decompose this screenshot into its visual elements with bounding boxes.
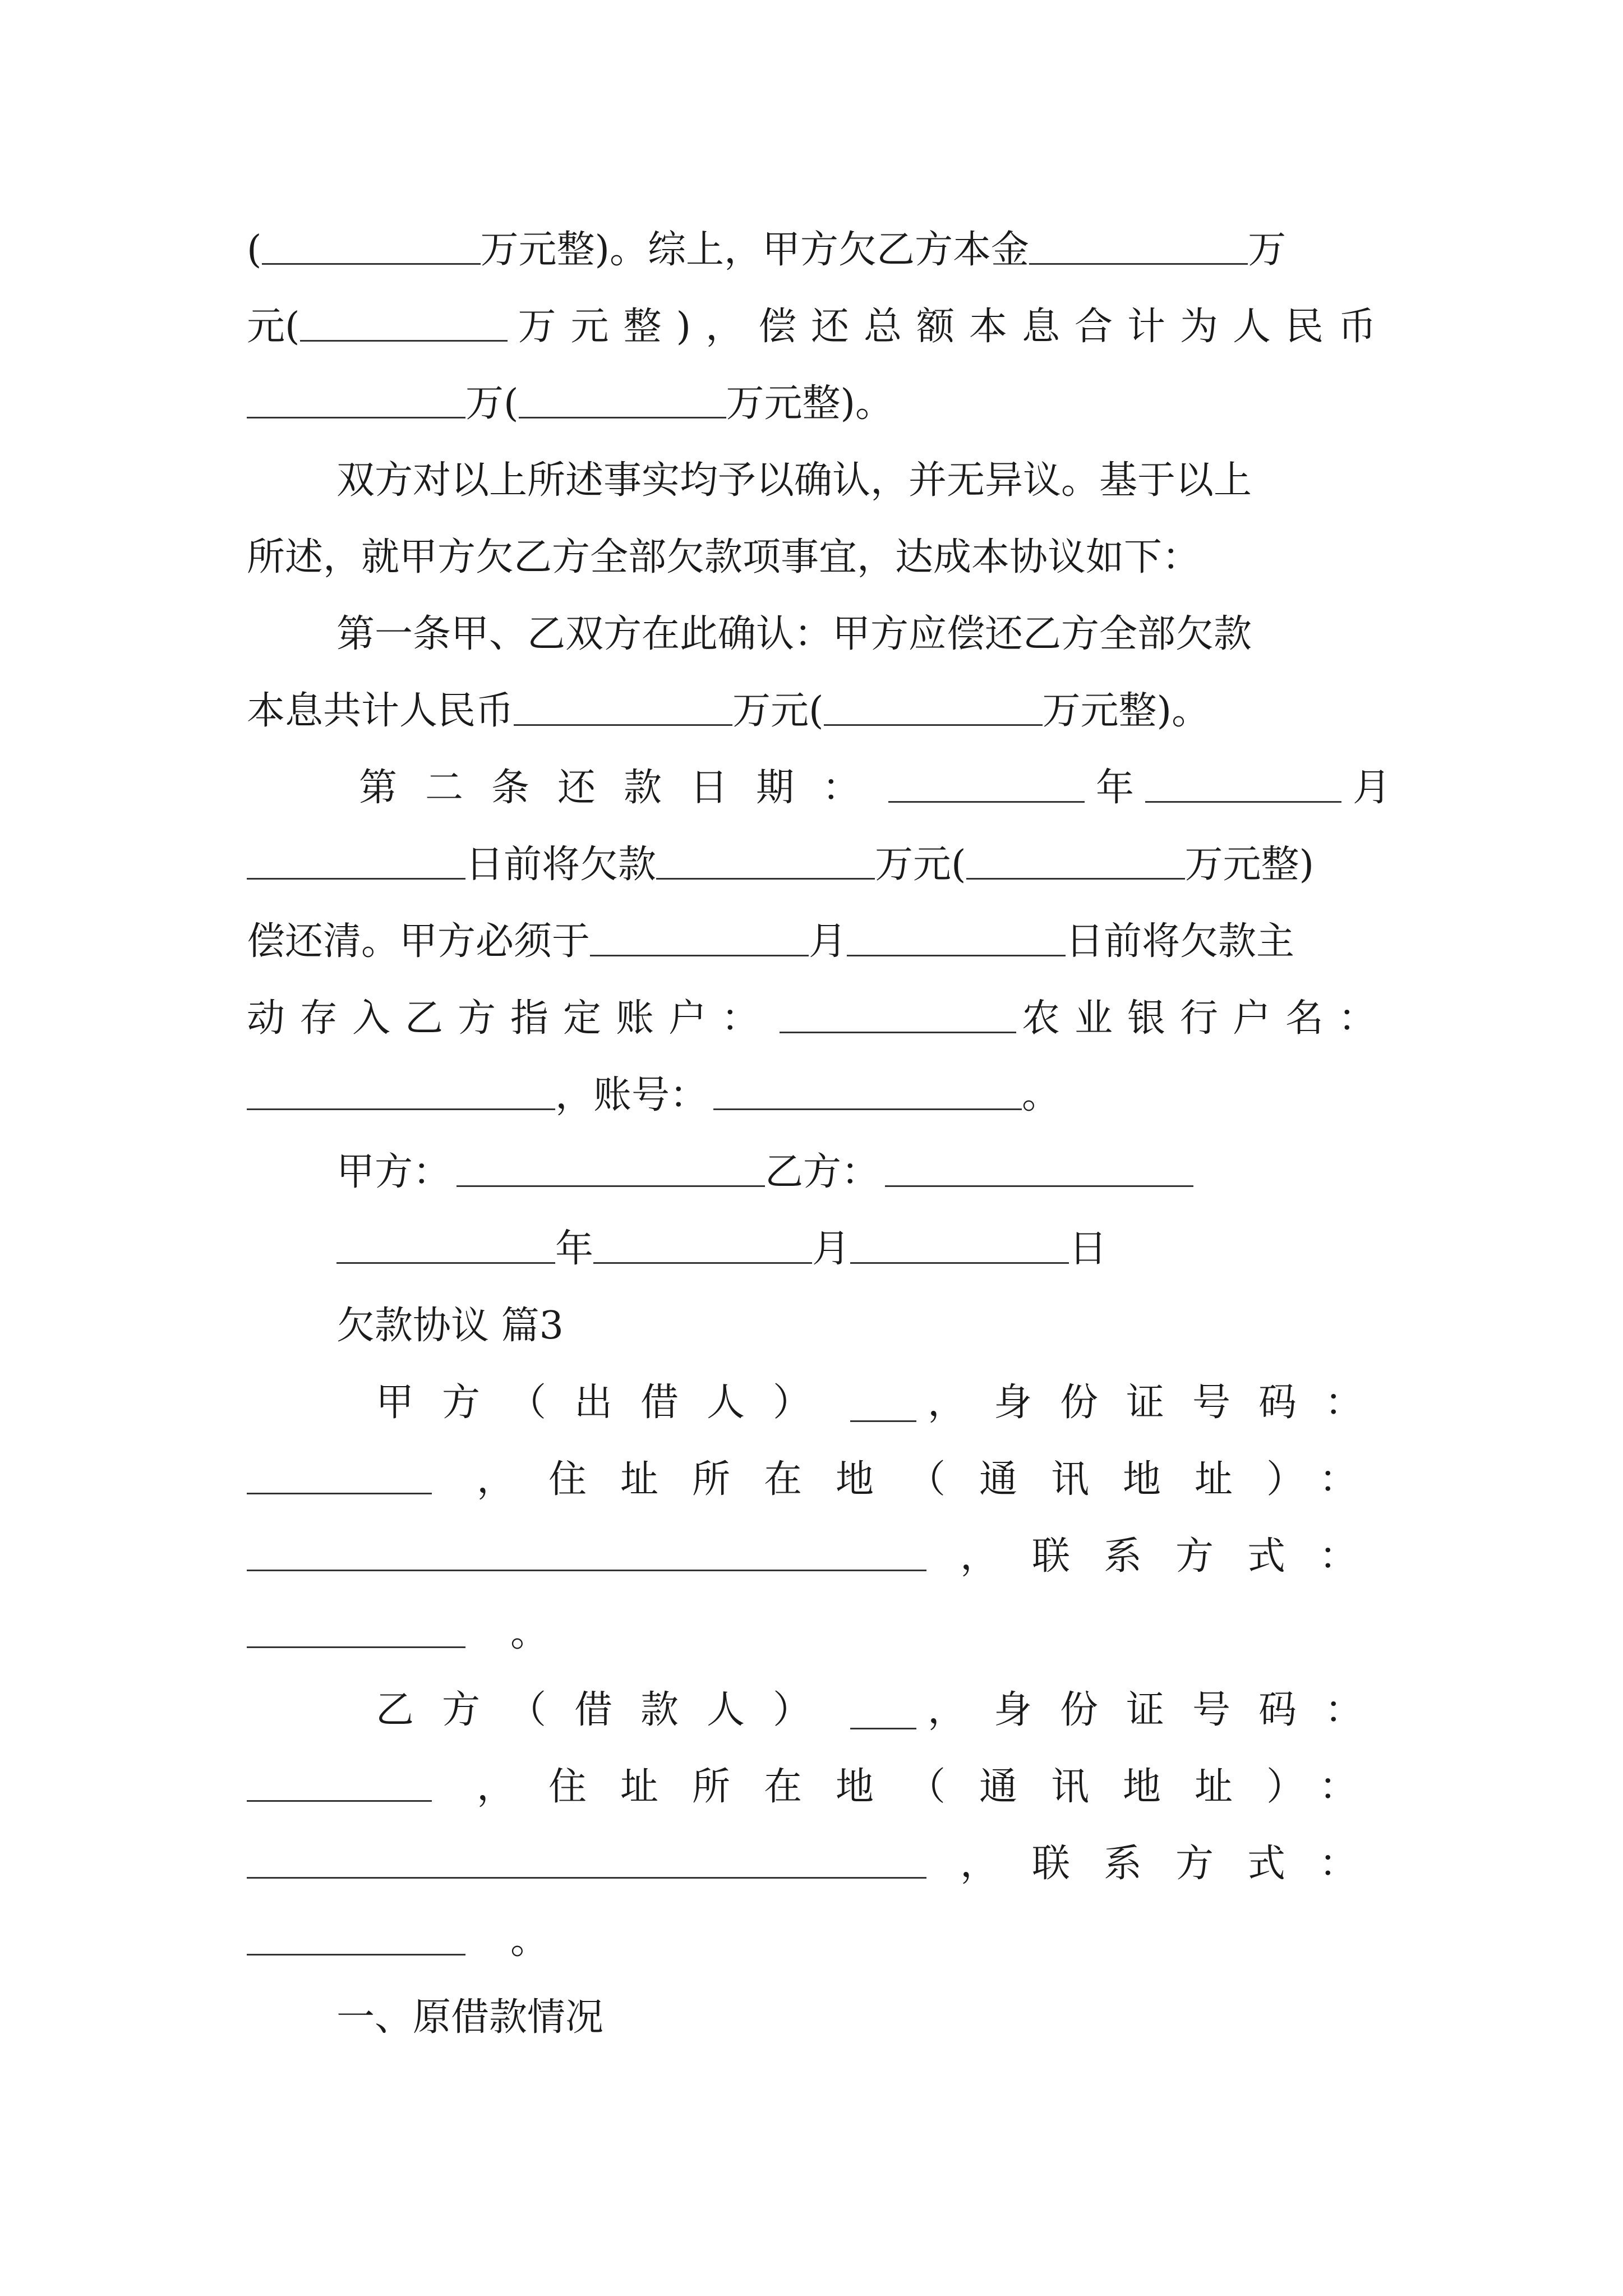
text-span: 年 [555,1227,594,1271]
paragraph-line [247,356,1391,426]
text-span: 万元( [875,843,966,887]
fill-in-blank[interactable] [300,338,508,342]
text-span: 月 [812,1227,851,1271]
text-span: 所述，就甲方欠乙方全部欠款项事宜，达成本协议如下： [247,535,1201,579]
fill-in-blank[interactable] [247,876,465,880]
paragraph-line [247,1508,1391,1579]
fill-in-blank[interactable] [247,1952,465,1955]
party-b-label: 乙方： [765,1150,880,1194]
text-span: 万元整)。 [726,381,894,426]
paragraph-line [359,740,1391,810]
fill-in-blank[interactable] [824,722,1043,726]
text-span: 元( [247,305,300,349]
fill-in-blank[interactable] [590,953,809,956]
text-span: 。 [510,1611,549,1655]
paragraph-line [247,894,1391,964]
paragraph-line [247,817,1413,887]
fill-in-blank[interactable] [247,1106,555,1110]
text-span: ，身份证号码： [927,1381,1391,1425]
paragraph-line [247,663,1391,733]
paragraph-line [247,509,1391,577]
party-a-signature-blank[interactable] [457,1183,765,1187]
party-b-signature-blank[interactable] [885,1183,1193,1187]
text-span: ，联系方式： [960,1842,1391,1886]
text-span: 年 [1095,766,1134,810]
text-span: 日 [1069,1227,1108,1271]
text-span: 万元整)，偿还总额本息合计为人民币 [518,305,1391,349]
fill-in-blank[interactable] [514,722,732,726]
paragraph-line [336,586,1391,654]
text-span: ( [247,228,262,272]
paragraph-line [247,1047,1391,1115]
text-span: 甲方（出借人） [376,1381,840,1425]
paragraph-line [247,279,1391,349]
text-span: ，联系方式： [960,1534,1391,1579]
paragraph-line [376,1355,1391,1425]
text-span: 动存入乙方指定账户： [247,996,774,1041]
fill-in-blank[interactable] [850,1418,916,1422]
party-a-label: 甲方： [336,1150,451,1194]
text-span: ，账号： [555,1073,708,1117]
fill-in-blank[interactable] [247,1875,926,1879]
fill-in-blank[interactable] [247,1798,432,1802]
text-span: 日前将欠款 [465,843,657,887]
month-blank[interactable] [593,1260,812,1264]
fill-in-blank[interactable] [247,415,465,418]
paragraph-line [247,1432,1391,1502]
text-span: 万 [1248,228,1287,272]
text-span: ，住址所在地（通讯地址）： [476,1765,1391,1809]
fill-in-blank[interactable] [519,415,726,418]
text-span: 第一条甲、乙双方在此确认：甲方应偿还乙方全部欠款 [336,612,1252,656]
section-subheading [336,1970,1391,2040]
fill-in-blank[interactable] [966,876,1185,880]
text-span: 月 [809,919,847,964]
fill-in-blank[interactable] [656,876,875,880]
text-span: 月 [1352,766,1391,810]
paragraph-line [247,1585,1391,1653]
text-span: 农业银行户名： [1021,996,1391,1041]
fill-in-blank[interactable] [247,1644,465,1648]
paragraph-line [247,970,1391,1041]
paragraph-line [247,1893,1391,1963]
fill-in-blank[interactable] [262,261,481,265]
text-span: 偿还清。甲方必须于 [247,919,591,964]
fill-in-blank[interactable] [888,799,1085,803]
text-span: 第二条还款日期： [359,766,889,810]
paragraph-line [247,202,1391,272]
text-span: ，住址所在地（通讯地址）： [476,1457,1391,1502]
text-span: 万元整)。综上，甲方欠乙方本金 [480,228,1030,272]
text-span: ，身份证号码： [927,1688,1391,1732]
text-span: 万元整) [1184,843,1315,887]
fill-in-blank[interactable] [1029,261,1248,265]
fill-in-blank[interactable] [847,953,1066,956]
text-span: 双方对以上所述事实均予以确认，并无异议。基于以上 [336,458,1252,503]
signature-line [336,1124,1391,1194]
section-heading [336,1278,1391,1348]
text-span: 日前将欠款主 [1066,919,1295,964]
fill-in-blank[interactable] [780,1029,1016,1033]
paragraph-line [247,1816,1391,1886]
paragraph-line [247,1739,1391,1809]
subheading-text: 一、原借款情况 [336,1995,604,2040]
text-span: 万元整)。 [1042,689,1210,733]
text-span: 乙方（借款人） [376,1688,840,1732]
day-blank[interactable] [850,1260,1069,1264]
fill-in-blank[interactable] [247,1567,926,1571]
fill-in-blank[interactable] [850,1726,916,1729]
date-line [336,1201,1391,1271]
year-blank[interactable] [336,1260,555,1264]
paragraph-line [376,1662,1391,1732]
text-span: 。 [1022,1073,1061,1117]
fill-in-blank[interactable] [1145,799,1341,803]
paragraph-line [336,432,1391,503]
fill-in-blank[interactable] [713,1106,1022,1110]
fill-in-blank[interactable] [247,1490,432,1494]
text-span: 万( [465,381,519,426]
text-span: 。 [510,1918,549,1963]
text-span: 本息共计人民币 [247,689,514,733]
heading-text: 欠款协议 篇3 [336,1304,564,1348]
text-span: 万元( [732,689,824,733]
